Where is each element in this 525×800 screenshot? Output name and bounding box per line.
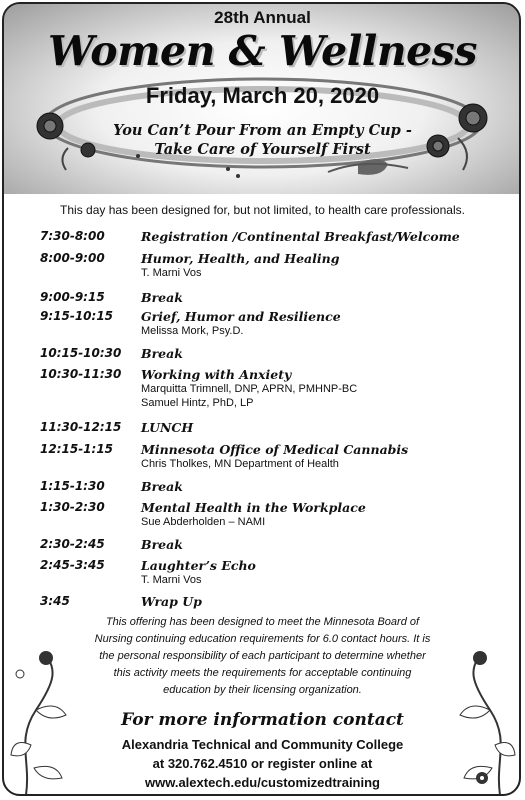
session-speaker: T. Marni Vos	[141, 574, 202, 586]
tagline-line-2: Take Care of Yourself First	[154, 141, 371, 158]
schedule-time: 2:30-2:45	[40, 537, 105, 551]
event-date: Friday, March 20, 2020	[145, 83, 380, 108]
disclaimer-line: this activity meets the requirements for acceptable continuing	[113, 667, 412, 679]
schedule-time: 3:45	[40, 594, 70, 608]
contact-college: Alexandria Technical and Community College	[121, 737, 404, 752]
session-title: Break	[141, 537, 183, 552]
audience-note: This day has been designed for, but not limited, to health care professionals.	[60, 203, 465, 217]
session-title: Grief, Humor and Resilience	[141, 309, 341, 324]
contact-heading: For more information contact	[121, 710, 404, 730]
schedule-time: 12:15-1:15	[40, 442, 114, 456]
schedule-time: 8:00-9:00	[40, 251, 105, 265]
session-title: Registration /Continental Breakfast/Welcome	[141, 229, 460, 244]
schedule-time: 10:15-10:30	[40, 346, 122, 360]
session-title: Laughter’s Echo	[141, 558, 256, 573]
session-speaker: Chris Tholkes, MN Department of Health	[141, 458, 339, 470]
schedule-time: 10:30-11:30	[40, 367, 122, 381]
page-border	[2, 2, 521, 796]
session-title: Minnesota Office of Medical Cannabis	[141, 442, 409, 457]
session-title: Working with Anxiety	[141, 367, 292, 382]
event-edition: 28th Annual	[214, 8, 311, 27]
session-title: Break	[141, 290, 183, 305]
schedule-time: 9:15-10:15	[40, 309, 114, 323]
contact-phone: at 320.762.4510 or register online at	[152, 756, 373, 771]
session-title: Break	[141, 479, 183, 494]
session-title: Wrap Up	[141, 594, 202, 609]
session-title: LUNCH	[141, 420, 194, 435]
session-speaker: T. Marni Vos	[141, 267, 202, 279]
session-speaker: Sue Abderholden – NAMI	[141, 516, 266, 528]
schedule-time: 2:45-3:45	[40, 558, 105, 572]
disclaimer-line: education by their licensing organization.	[163, 684, 362, 696]
session-title: Humor, Health, and Healing	[141, 251, 340, 266]
schedule-time: 9:00-9:15	[40, 290, 105, 304]
disclaimer-line: Nursing continuing education requirements for 6.0 contact hours. It is	[94, 633, 431, 645]
session-speaker: Marquitta Trimnell, DNP, APRN, PMHNP-BC	[141, 383, 358, 395]
schedule-time: 1:30-2:30	[40, 500, 105, 514]
session-speaker: Melissa Mork, Psy.D.	[141, 325, 244, 337]
event-title: Women & Wellness	[48, 27, 477, 75]
schedule-time: 1:15-1:30	[40, 479, 105, 493]
session-speaker: Samuel Hintz, PhD, LP	[141, 397, 254, 409]
schedule-time: 11:30-12:15	[40, 420, 122, 434]
contact-url: www.alextech.edu/customizedtraining	[144, 775, 380, 790]
session-title: Break	[141, 346, 183, 361]
schedule-time: 7:30-8:00	[40, 229, 105, 243]
disclaimer-line: the personal responsibility of each participant to determine whether	[99, 650, 426, 662]
tagline-line-1: You Can’t Pour From an Empty Cup -	[113, 122, 412, 139]
session-title: Mental Health in the Workplace	[141, 500, 366, 515]
disclaimer-line: This offering has been designed to meet the Minnesota Board of	[105, 616, 420, 628]
